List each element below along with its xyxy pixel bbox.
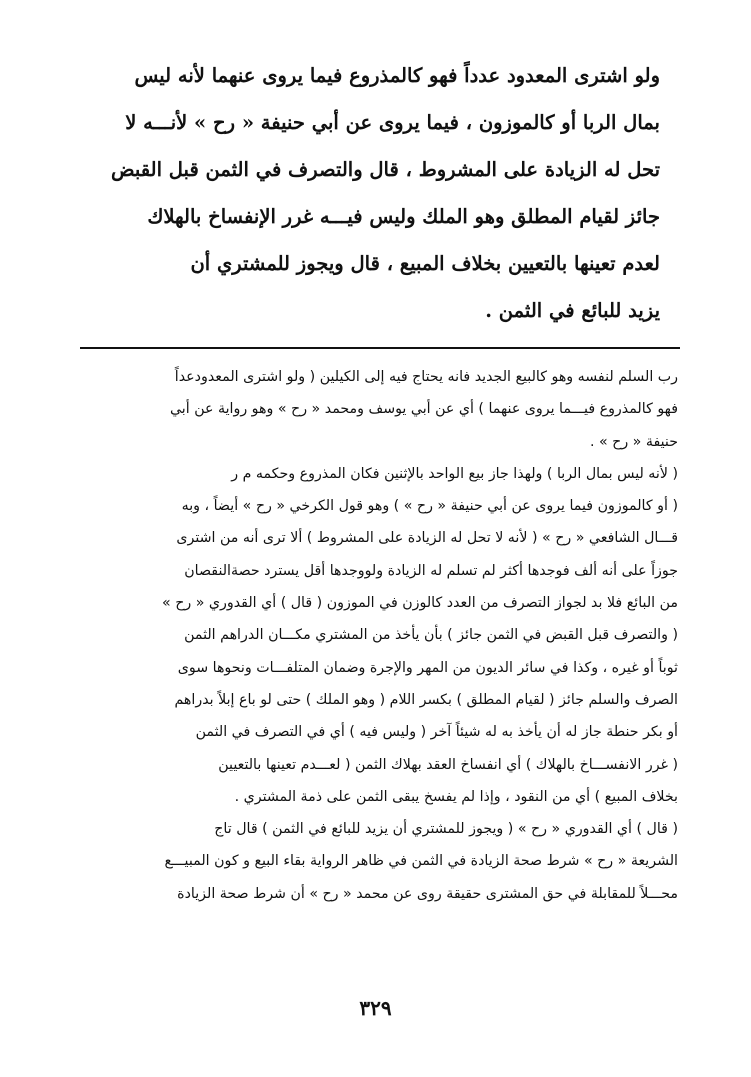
commentary-line: ( والتصرف قبل القبض في الثمن جائز ) بأن يأخذ من المشتري مكـــان الدراهم الثمن — [184, 627, 678, 644]
commentary-line: محـــلاً للمقابلة في حق المشترى حقيقة روى عن محمد « رح » أن شرط صحة الزيادة — [177, 885, 678, 902]
commentary-line: ( قال ) أي القدوري « رح » ( ويجوز للمشتري أن يزيد للبائع في الثمن ) قال تاج — [214, 821, 678, 838]
commentary-line: جوزاً على أنه ألف فوجدها أكثر لم تسلم له الزيادة ولووجدها أقل يسترد حصةالنقصان — [184, 562, 678, 579]
commentary-line: من البائع فلا بد لجواز التصرف من العدد كالوزن في الموزون ( قال ) أي القدوري « رح » — [162, 595, 678, 612]
commentary-line: فهو كالمذروع فيـــما يروى عنهما ) أي عن أبي يوسف ومحمد « رح » وهو رواية عن أبي — [169, 401, 678, 418]
main-text-line: ولو اشترى المعدود عدداً فهو كالمذروع فيما يروى عنهما لأنه ليس — [134, 64, 660, 87]
main-text-block — [100, 52, 660, 334]
commentary-line: ( لأنه ليس بمال الربا ) ولهذا جاز بيع الواحد بالإثنين فكان المذروع وحكمه م ر — [231, 465, 678, 482]
commentary-line: ( أو كالموزون فيما يروى عن أبي حنيفة « رح » ) وهو قول الكرخي « رح » أيضاً ، وبه — [181, 498, 678, 515]
commentary-line: قـــال الشافعي « رح » ( لأنه لا تحل له الزيادة على المشروط ) ألا ترى أنه من اشترى — [176, 530, 678, 547]
commentary-line: بخلاف المبيع ) أي من النقود ، وإذا لم يفسخ يبقى الثمن على ذمة المشتري . — [234, 788, 678, 805]
commentary-line: الصرف والسلم جائز ( لقيام المطلق ) بكسر اللام ( وهو الملك ) حتى لو باع إبلاً بدراهم — [174, 691, 678, 708]
commentary-line: الشريعة « رح » شرط صحة الزيادة في الثمن في ظاهر الرواية بقاء البيع و كون المبيـــع — [164, 853, 678, 870]
page-number: ٣٢٩ — [359, 996, 392, 1020]
commentary-line: رب السلم لنفسه وهو كالبيع الجديد فانه يحتاج فيه إلى الكيلين ( ولو اشترى المعدودعداً — [174, 369, 678, 385]
commentary-line: ( غرر الانفســـاخ بالهلاك ) أي انفساخ العقد بهلاك الثمن ( لعـــدم تعينها بالتعيين — [218, 756, 678, 773]
commentary-line: حنيفة « رح » . — [589, 433, 678, 450]
main-text-line: تحل له الزيادة على المشروط ، قال والتصرف في الثمن قبل القبض — [111, 158, 660, 181]
main-text-line: يزيد للبائع في الثمن . — [485, 299, 660, 322]
main-text-line: لعدم تعينها بالتعيين بخلاف المبيع ، قال ويجوز للمشتري أن — [190, 252, 660, 275]
commentary-block — [82, 361, 678, 910]
main-text-line: جائز لقيام المطلق وهو الملك وليس فيـــه غرر الإنفساخ بالهلاك — [147, 205, 660, 228]
commentary-line: أو بكر حنطة جاز له أن يأخذ به له شيئاً آخر ( وليس فيه ) أي في التصرف في الثمن — [195, 724, 678, 741]
section-divider — [80, 347, 680, 349]
main-text-line: بمال الربا أو كالموزون ، فيما يروى عن أبي حنيفة « رح » لأنـــه لا — [125, 111, 660, 134]
commentary-line: ثوباً أو غيره ، وكذا في سائر الديون من المهر والإجرة وضمان المتلفـــات ونحوها سوى — [177, 659, 678, 676]
